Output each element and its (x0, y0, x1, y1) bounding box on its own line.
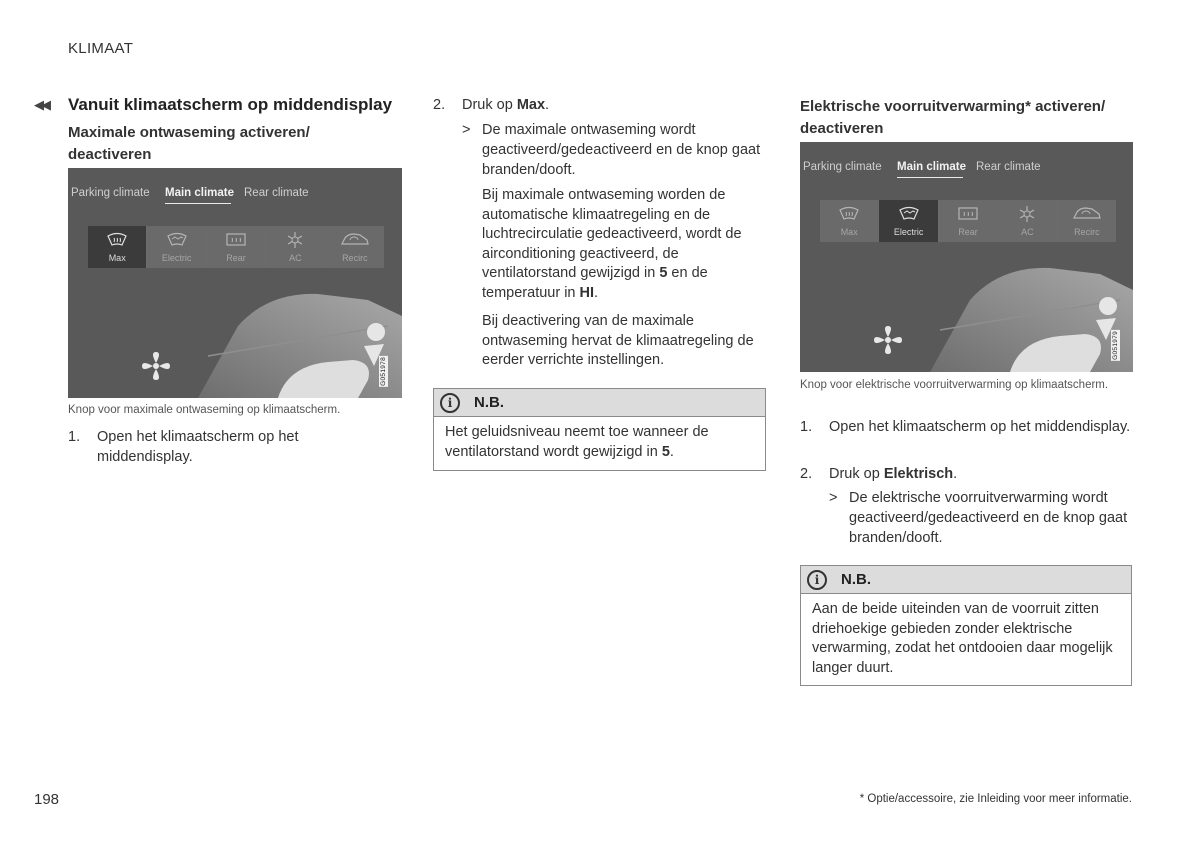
active-tab-underline (897, 177, 963, 178)
result-text: De maximale ontwaseming wordt geactiveerd/gedeactiveerd en de knop gaat branden/dooft. (482, 122, 761, 178)
button-name-elektrisch: Elektrisch (883, 466, 954, 482)
electric-button (147, 226, 205, 268)
page-number: 198 (34, 791, 60, 808)
image-caption: Knop voor elektrische voorruitverwarming op klimaatscherm. (800, 379, 1109, 391)
note-title: N.B. (474, 394, 504, 411)
tab-rear-climate: Rear climate (976, 161, 1041, 173)
tab-main-climate: Main climate (897, 161, 967, 173)
footnote: * Optie/accessoire, zie Inleiding voor meer informatie. (859, 793, 1132, 805)
step-text: Open het klimaatscherm op het middendisplay. (829, 419, 1131, 435)
note-header (801, 566, 1131, 594)
step-1 (800, 417, 1132, 457)
climate-button-row (88, 226, 384, 268)
back-double-arrow-icon[interactable]: ◀◀ (34, 97, 48, 112)
section-heading: Vanuit klimaatscherm op middendisplay (68, 95, 393, 114)
recirc-label: Recirc (342, 253, 368, 263)
step-1 (68, 427, 398, 467)
image-caption: Knop voor maximale ontwaseming op klimaatscherm. (68, 404, 341, 416)
electric-button (879, 200, 937, 242)
tab-rear-climate: Rear climate (244, 187, 309, 199)
tab-parking-climate: Parking climate (71, 187, 150, 199)
ac-button (266, 226, 324, 268)
step-text-pre: Druk op (829, 466, 884, 482)
subsection-heading: Elektrische voorruitverwarming* activeren/ deactiveren (800, 98, 1106, 137)
electric-windscreen-icon (166, 232, 188, 248)
step-result (433, 120, 766, 180)
fan-icon (872, 324, 904, 356)
paragraph-max-defrost-effects (482, 186, 766, 303)
image-code: G051978 (380, 357, 387, 386)
recirc-car-icon (1072, 206, 1102, 222)
button-name-max: Max (516, 97, 546, 113)
para-text: Bij maximale ontwaseming worden de automatische klimaatregeling en de luchtrecirculatie gedeactiveerd, wordt de airconditioning geactiveerd, de ventilatorstand gewijzigd in (482, 187, 742, 281)
step-2 (433, 95, 766, 115)
para-text: . (594, 284, 599, 301)
max-label: Max (108, 253, 126, 263)
climate-screen-image (800, 142, 1133, 372)
rear-label: Rear (958, 227, 978, 237)
note-box (800, 565, 1132, 686)
screen-tab-bar (68, 168, 402, 208)
subsection-heading: Maximale ontwaseming activeren/ deactiveren (68, 124, 310, 163)
recirc-label: Recirc (1074, 227, 1100, 237)
step-number: 2. (433, 97, 446, 113)
info-icon: i (807, 570, 827, 590)
active-tab-underline (165, 203, 231, 204)
step-text-post: . (953, 466, 958, 482)
step-text (829, 464, 1132, 484)
note-body: Aan de beide uiteinden van de voorruit zitten driehoekige gebieden zonder elektrische verwarming, zodat het ontdooien daar mogelijk langer duurt. (812, 601, 1113, 676)
note-box (433, 388, 766, 471)
step-result (800, 488, 1132, 548)
fan-level-value: 5 (661, 443, 670, 460)
note-body (434, 417, 765, 471)
climate-screen-image (68, 168, 402, 398)
note-title: N.B. (841, 571, 871, 588)
electric-label: Electric (161, 253, 192, 263)
step-number: 1. (800, 419, 813, 435)
image-code: G051979 (1112, 331, 1119, 360)
max-defrost-button (820, 200, 878, 242)
step-number: 1. (68, 429, 81, 445)
tab-main-climate: Main climate (165, 187, 235, 199)
rear-defrost-icon (957, 206, 979, 222)
step-number: 2. (800, 466, 813, 482)
step-2 (800, 464, 1132, 484)
ac-label: AC (1021, 227, 1034, 237)
step-text-post: . (545, 97, 550, 113)
max-defrost-button (88, 226, 146, 268)
climate-button-row (820, 200, 1116, 242)
ac-label: AC (289, 253, 302, 263)
running-header: KLIMAAT (68, 40, 134, 57)
rear-label: Rear (226, 253, 246, 263)
result-arrow: > (829, 490, 838, 506)
note-header (434, 389, 765, 417)
step-text (462, 95, 766, 115)
para-text: en de temperatuur in (482, 265, 708, 301)
result-text: De elektrische voorruitverwarming wordt geactiveerd/gedeactiveerd en de knop gaat branden/dooft. (849, 490, 1128, 546)
screen-tab-bar (800, 142, 1133, 182)
ac-snowflake-icon (284, 232, 306, 248)
fan-icon (140, 350, 172, 382)
fan-level-value: 5 (659, 265, 668, 281)
rear-button (207, 226, 265, 268)
tab-parking-climate: Parking climate (803, 161, 882, 173)
recirc-button (1058, 200, 1116, 242)
temperature-value: HI (579, 284, 595, 301)
info-icon: i (440, 393, 460, 413)
recirc-car-icon (340, 232, 370, 248)
recirc-button (326, 226, 384, 268)
electric-windscreen-icon (898, 206, 920, 222)
rear-button (939, 200, 997, 242)
ac-button (998, 200, 1056, 242)
result-arrow: > (462, 122, 471, 138)
note-text: . (669, 443, 674, 460)
paragraph-deactivation: Bij deactivering van de maximale ontwaseming hervat de klimaatregeling de eerder verrichte instellingen. (482, 313, 754, 368)
max-defrost-icon (838, 206, 860, 222)
rear-defrost-icon (225, 232, 247, 248)
note-text: Het geluidsniveau neemt toe wanneer de ventilatorstand wordt gewijzigd in (445, 424, 709, 460)
ac-snowflake-icon (1016, 206, 1038, 222)
step-text: Open het klimaatscherm op het middendisplay. (97, 429, 299, 465)
electric-label: Electric (893, 227, 924, 237)
max-defrost-icon (106, 232, 128, 248)
max-label: Max (840, 227, 858, 237)
step-text-pre: Druk op (462, 97, 517, 113)
